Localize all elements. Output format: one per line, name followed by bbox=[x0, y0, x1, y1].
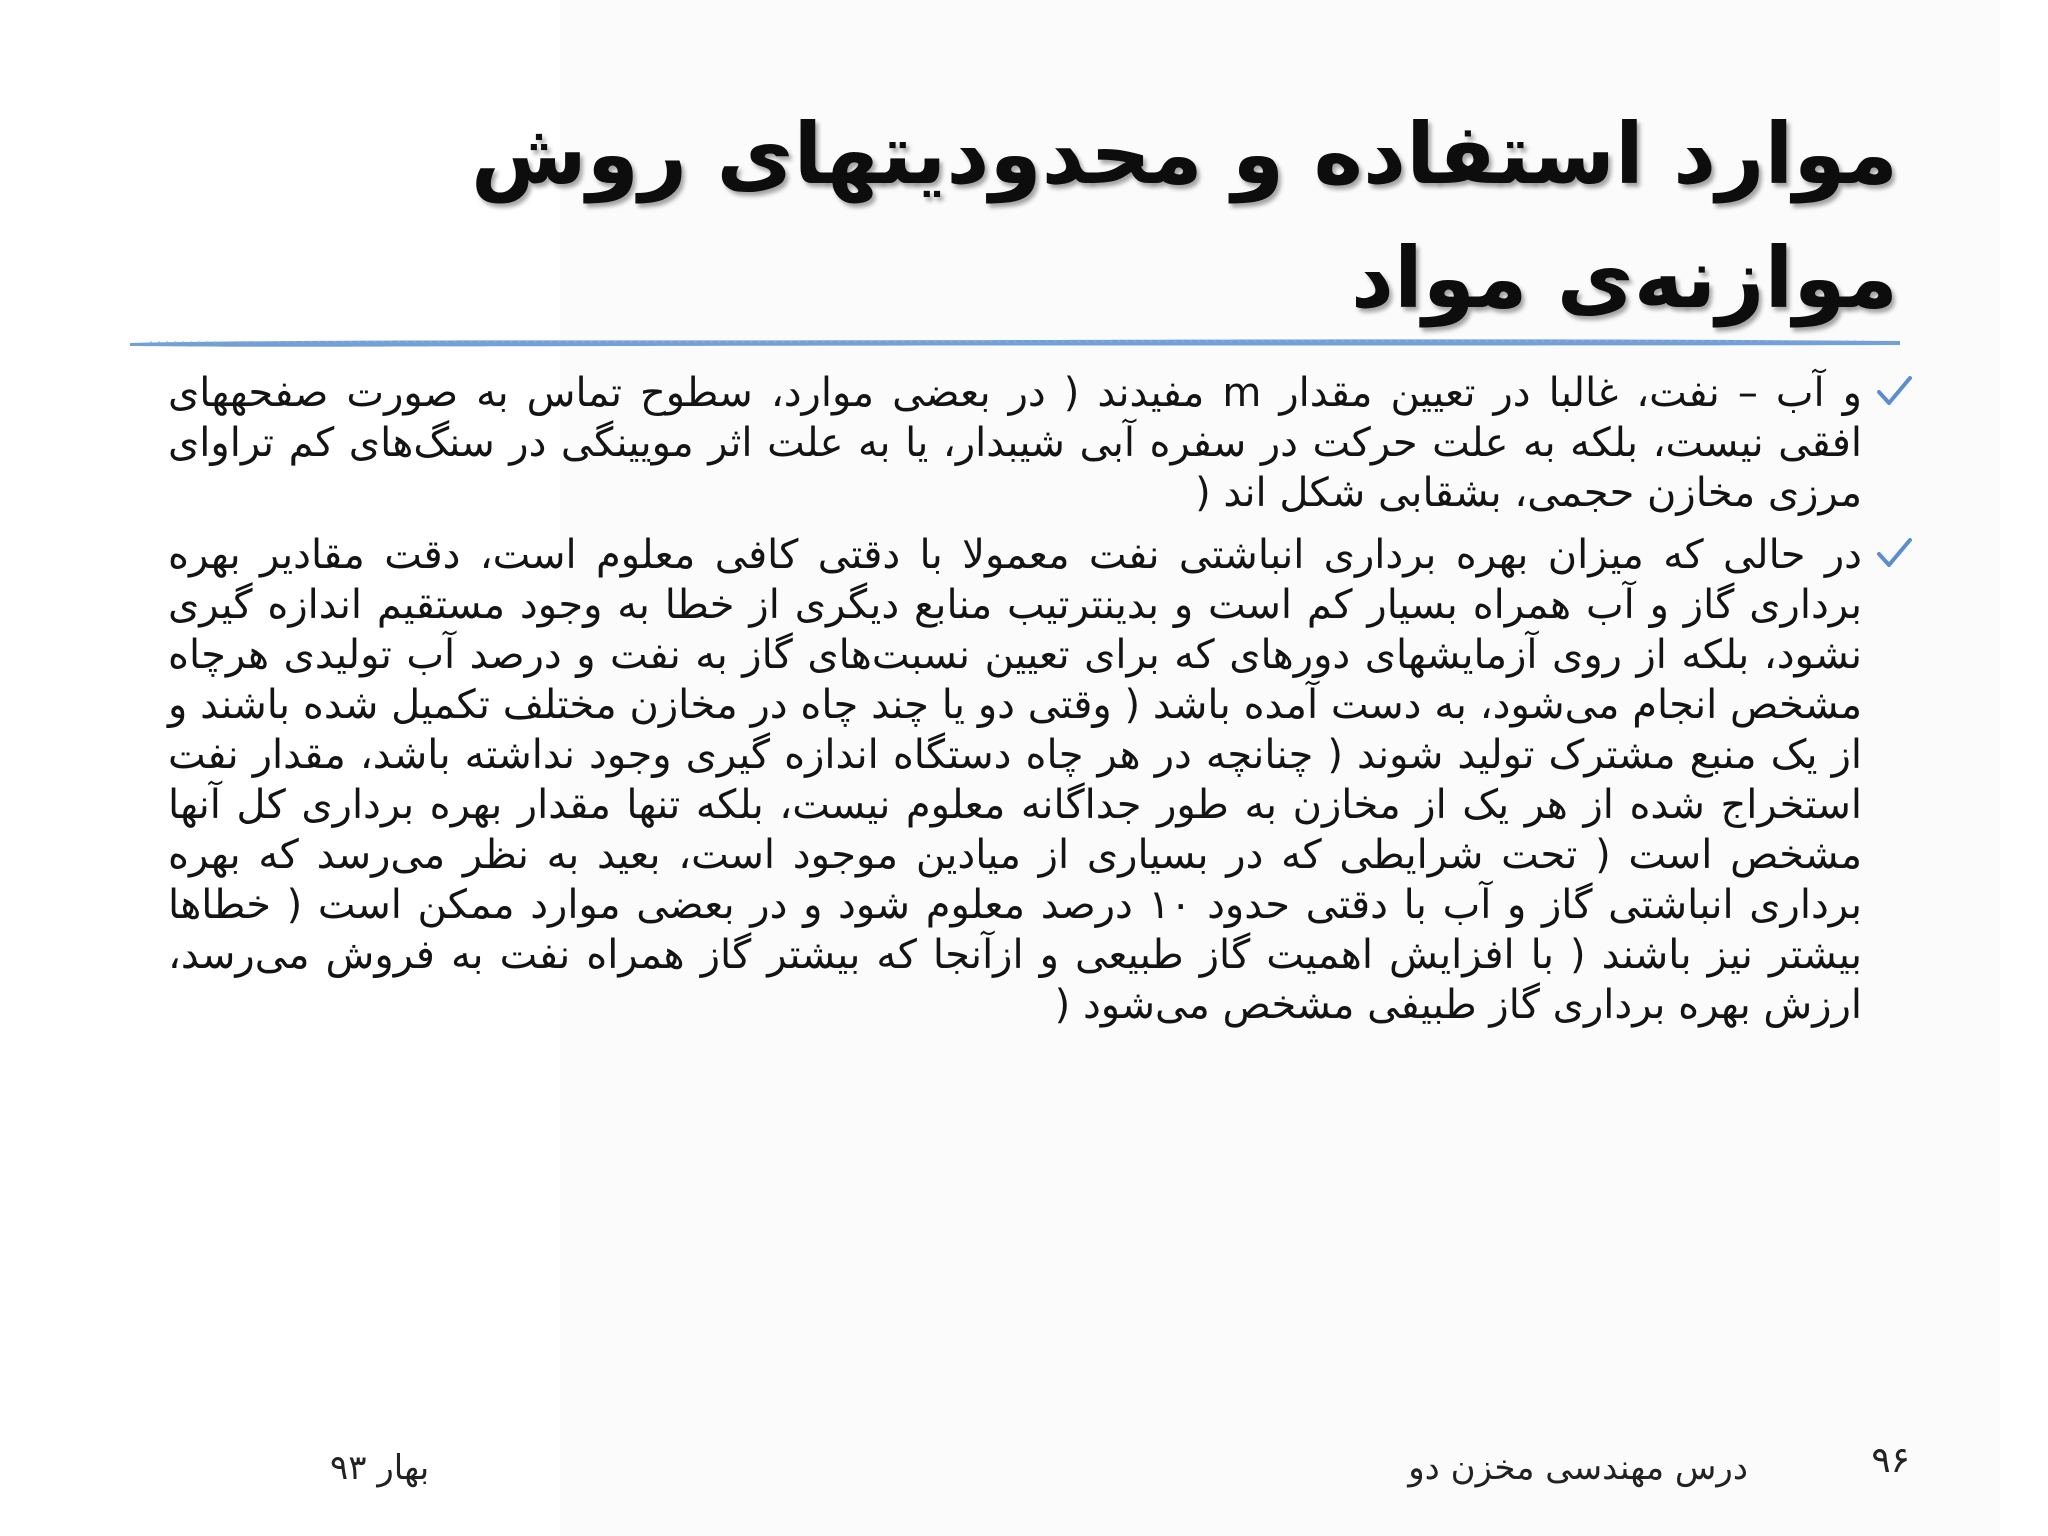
list-item bbox=[168, 368, 1868, 518]
slide-title-line-1: موارد استفاده و محدوديتهای روش bbox=[470, 105, 1898, 203]
list-item bbox=[168, 530, 1868, 1030]
bullet-text: در حالی که ميزان بهره برداری انباشتی نفت معمولا با دقتی کافی معلوم است، دقت مقادير بهره برداری گاز و آب همراه بسيار کم است و بدينترتيب منابع ديگری از خطا به وجود مستقيم اندازه گيری نشود، بلکه از روی آزمايشهای دورهای که برای تعيين نسبت‌های گاز به نفت و درصد آب توليدی هرچاه مشخص انجام می‌شود، به دست آمده باشد ( وقتی دو يا چند چاه در مخازن مختلف تکميل شده باشند و از يک منبع مشترک توليد شوند ( چنانچه در هر چاه دستگاه اندازه گيری وجود نداشته باشد، مقدار نفت استخراج شده از هر يک از مخازن به طور جداگانه معلوم نيست، بلکه تنها مقدار بهره برداری کل آنها مشخص است ( تحت شرايطی که در بسياری از ميادين موجود است، بعيد به نظر می‌رسد که بهره برداری انباشتی گاز و آب با دقتی حدود ۱۰ درصد معلوم شود و در بعضی موارد ممکن است ( خطاها بيشتر نيز باشند ( با افزايش اهميت گاز طبيعی و ازآنجا که بيشتر گاز همراه نفت به فروش می‌رسد، ارزش بهره برداری گاز طبيفی مشخص می‌شود ( bbox=[168, 532, 1862, 1028]
page-number: ۹۶ bbox=[1871, 1440, 1910, 1481]
bullet-list bbox=[168, 368, 1868, 1042]
slide-title-line-2: موازنه‌ی مواد bbox=[1350, 229, 1898, 327]
course-title: درس مهندسی مخزن دو bbox=[1408, 1448, 1748, 1488]
check-icon bbox=[1874, 534, 1914, 574]
bullet-text: و آب – نفت، غالبا در تعيين مقدار m مفيدند ( در بعضی موارد، سطوح تماس به صورت صفحههای افقی نيست، بلکه به علت حرکت در سفره آبی شيبدار، يا به علت اثر مويينگی در سنگ‌های کم تراوای مرزی مخازن حجمی، بشقابی شکل اند ( bbox=[168, 370, 1862, 516]
title-divider-line bbox=[130, 334, 1900, 350]
term-label: بهار ۹۳ bbox=[330, 1448, 430, 1488]
check-icon bbox=[1874, 372, 1914, 412]
slide-title bbox=[398, 92, 1898, 340]
